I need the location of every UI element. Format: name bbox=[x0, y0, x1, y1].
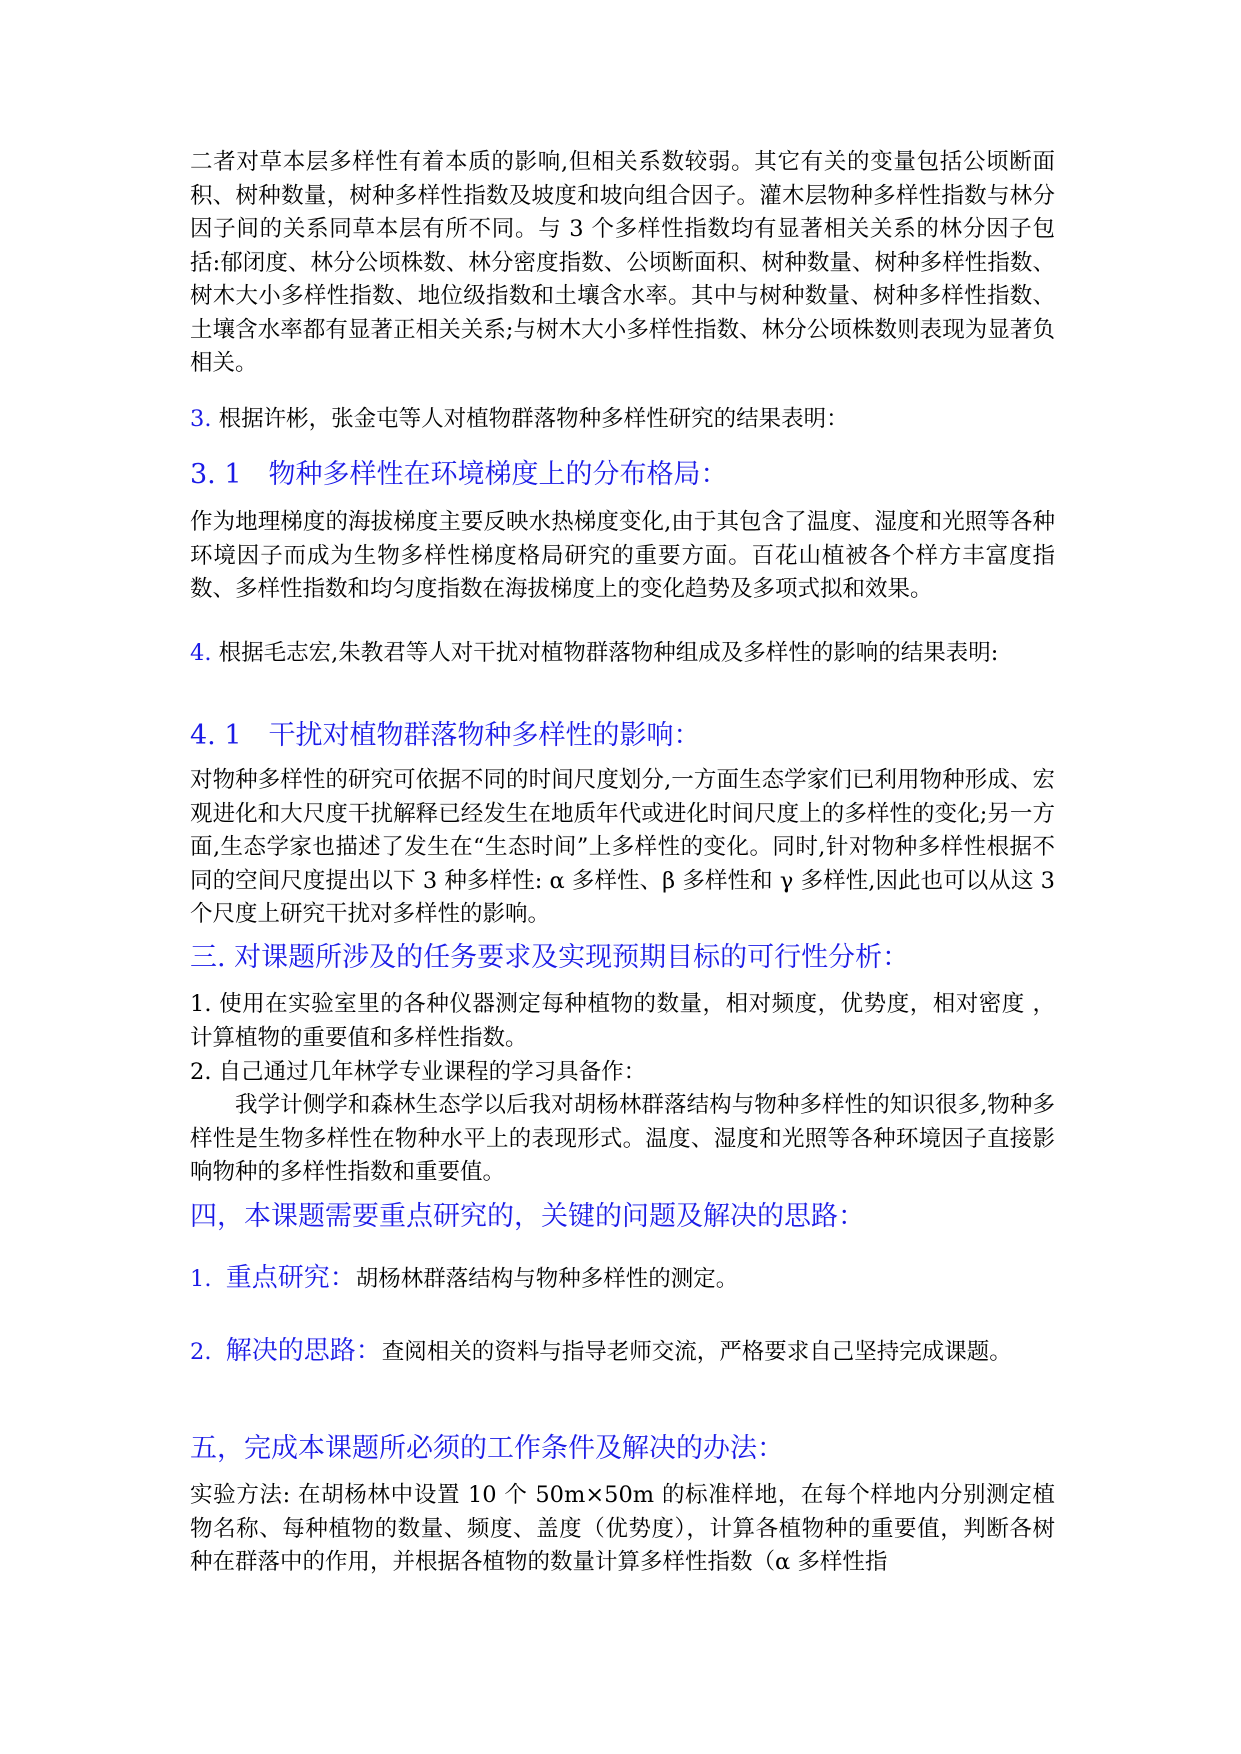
list-item-text: 胡杨林群落结构与物种多样性的测定。 bbox=[355, 1266, 739, 1292]
heading-section-5: 五，完成本课题所必须的工作条件及解决的办法： bbox=[190, 1433, 784, 1464]
list-item-label: 重点研究： bbox=[225, 1263, 356, 1293]
list-item-4 bbox=[190, 637, 1055, 671]
heading-section-3: 三. 对课题所涉及的任务要求及实现预期目标的可行性分析： bbox=[190, 942, 910, 973]
heading-section-4: 四，本课题需要重点研究的，关键的问题及解决的思路： bbox=[190, 1201, 865, 1232]
list-number: 1. bbox=[190, 1266, 212, 1292]
section3-list-item-2: 2. 自己通过几年林学专业课程的学习具备作： bbox=[190, 1059, 647, 1085]
list-number: 3. bbox=[190, 406, 212, 432]
list-number: 4. bbox=[190, 640, 212, 666]
section4-list-item-2 bbox=[190, 1330, 1089, 1373]
list-item-3 bbox=[190, 403, 1055, 437]
section3-paragraph: 我学计侧学和森林生态学以后我对胡杨林群落结构与物种多样性的知识很多,物种多样性是生物多样性在物种水平上的表现形式。温度、湿度和光照等各种环境因子直接影响物种的多样性指数和重要值。 bbox=[190, 1092, 1055, 1185]
list-item-label: 解决的思路： bbox=[225, 1336, 382, 1366]
paragraph-herb-shrub-diversity: 二者对草本层多样性有着本质的影响,但相关系数较弱。其它有关的变量包括公顷断面积、树种数量，树种多样性指数及坡度和坡向组合因子。灌木层物种多样性指数与林分因子间的关系同草本层有所不同。与 3 个多样性指数均有显著相关关系的林分因子包括:郁闭度、林分公顷株数、林分密度指数、公顷断面积、树种数量、树种多样性指数、树木大小多样性指数、地位级指数和土壤含水率。其中与树种数量、树种多样性指数、土壤含水率都有显著正相关关系;与树木大小多样性指数、林分公顷株数则表现为显著负相关。 bbox=[190, 149, 1055, 376]
paragraph-disturbance-diversity: 对物种多样性的研究可依据不同的时间尺度划分,一方面生态学家们已利用物种形成、宏观进化和大尺度干扰解释已经发生在地质年代或进化时间尺度上的多样性的变化;另一方面,生态学家也描述了发生在“生态时间”上多样性的变化。同时,针对物种多样性根据不同的空间尺度提出以下 3 种多样性: α 多样性、β 多样性和 γ 多样性,因此也可以从这 3 个尺度上研究干扰对多样性的影响。 bbox=[190, 767, 1055, 927]
section4-list-item-1 bbox=[190, 1262, 1055, 1297]
heading-3-1: 3. 1 物种多样性在环境梯度上的分布格局： bbox=[190, 459, 728, 490]
list-number: 2. bbox=[190, 1339, 212, 1365]
list-item-text: 查阅相关的资料与指导老师交流，严格要求自己坚持完成课题。 bbox=[381, 1339, 1012, 1365]
list-item-text: 根据许彬，张金屯等人对植物群落物种多样性研究的结果表明： bbox=[218, 406, 849, 432]
section5-paragraph-method: 实验方法: 在胡杨林中设置 10 个 50m×50m 的标准样地，在每个样地内分别测定植物名称、每种植物的数量、频度、盖度（优势度），计算各植物种的重要值，判断各树种在群落中的作用，并根据各植物的数量计算多样性指数（α 多样性指 bbox=[190, 1482, 1055, 1575]
section3-list-item-1: 1. 使用在实验室里的各种仪器测定每种植物的数量，相对频度，优势度，相对密度 ，计算植物的重要值和多样性指数。 bbox=[190, 991, 1055, 1051]
list-item-text: 根据毛志宏,朱教君等人对干扰对植物群落物种组成及多样性的影响的结果表明: bbox=[218, 640, 999, 666]
heading-4-1: 4. 1 干扰对植物群落物种多样性的影响： bbox=[190, 720, 701, 751]
paragraph-elevation-gradient: 作为地理梯度的海拔梯度主要反映水热梯度变化,由于其包含了温度、湿度和光照等各种环境因子而成为生物多样性梯度格局研究的重要方面。百花山植被各个样方丰富度指数、多样性指数和均匀度指数在海拔梯度上的变化趋势及多项式拟和效果。 bbox=[190, 509, 1055, 602]
